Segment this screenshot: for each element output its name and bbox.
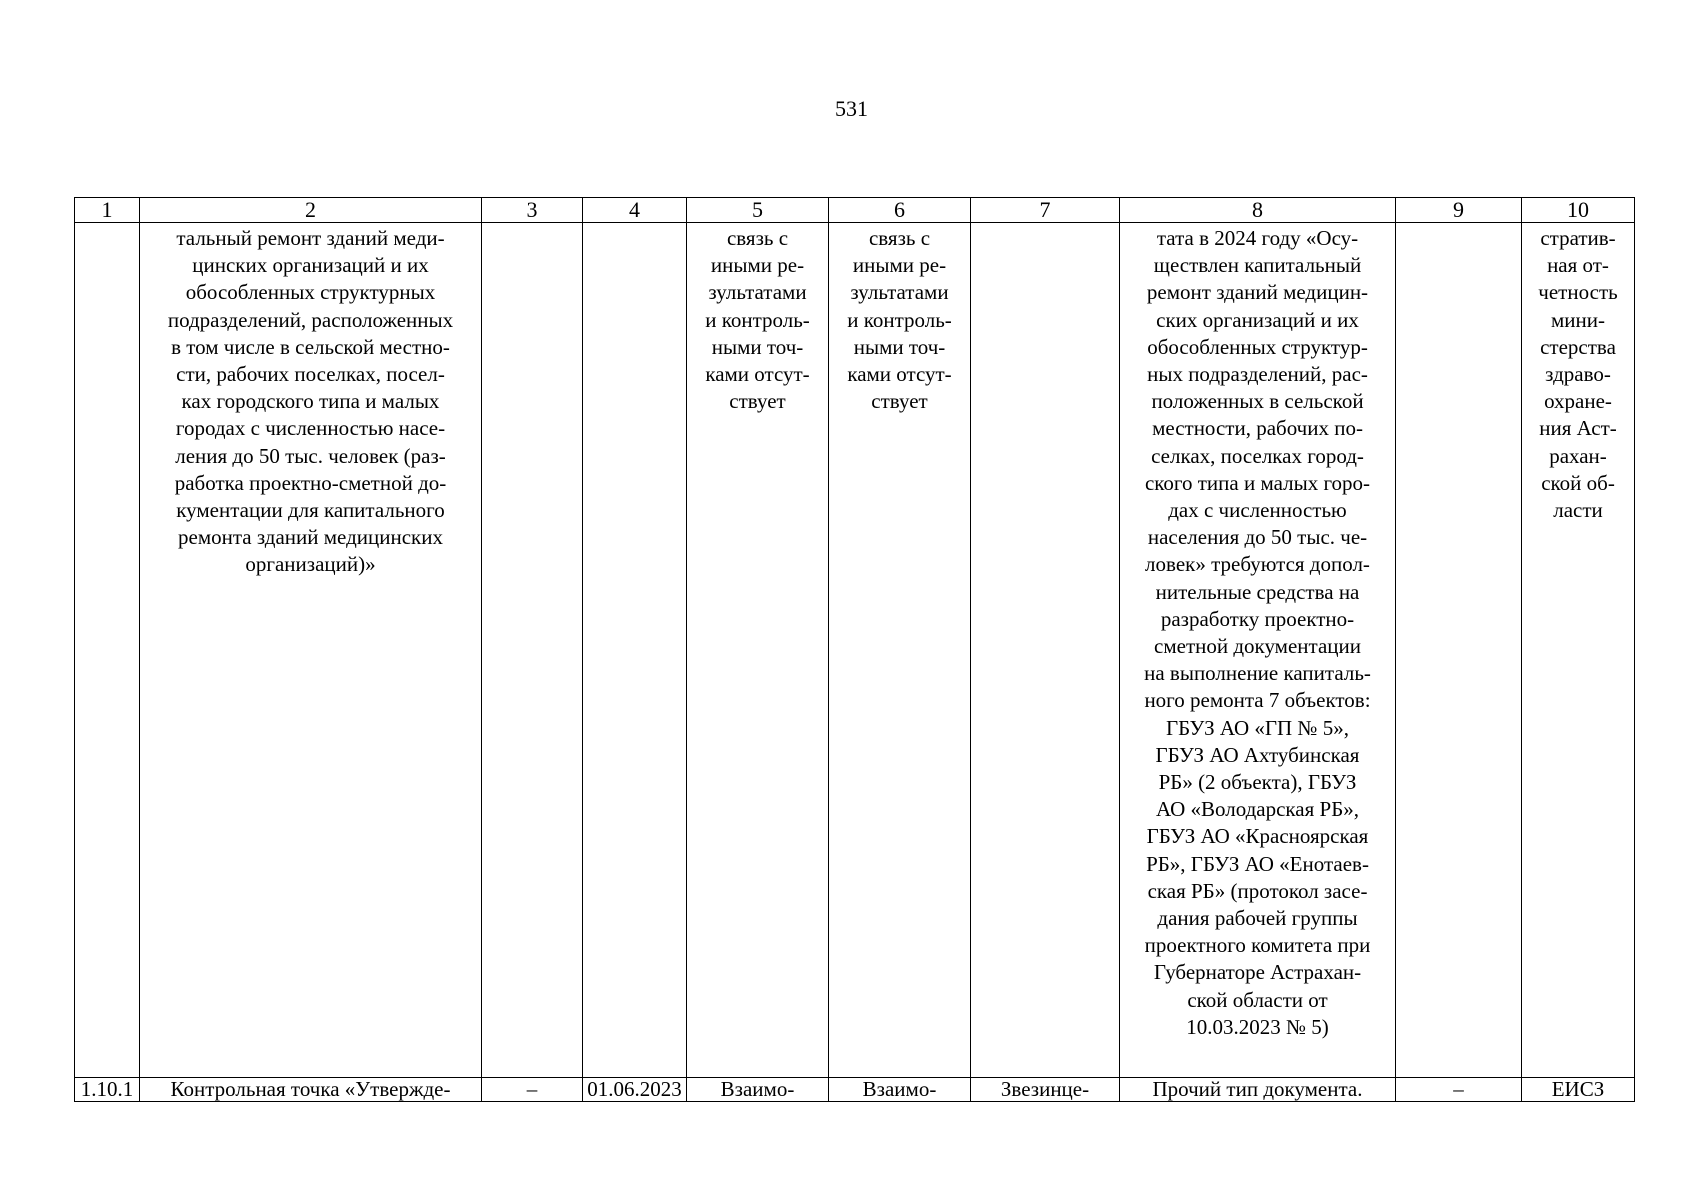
row-cell-6: Взаимо- xyxy=(829,1078,971,1102)
header-cell-8: 8 xyxy=(1120,198,1396,223)
content-cell-9 xyxy=(1396,223,1522,1078)
content-text-6: связь с иными ре- зультатами и контроль- ными точ- ками отсут- ствует xyxy=(847,226,952,414)
header-cell-4: 4 xyxy=(583,198,687,223)
content-text-8: тата в 2024 году «Осу- ществлен капитальный ремонт зданий медицин- ских организаций и их обособленных структур- ных подразделений, рас- положенных в сельской местности, рабочих по- селках, поселках город- ского типа и малых горо- дах с численностью населения до 50 тыс. че- ловек» требуются допол- нительные средства на разработку проектно- сметной документации на выполнение капиталь- ного ремонта 7 объектов: ГБУЗ АО «ГП № 5», ГБУЗ АО Ахтубинская РБ» (2 объекта), ГБУЗ АО «Володарская РБ», ГБУЗ АО «Красноярская РБ», ГБУЗ АО «Енотаев- ская РБ» (протокол засе- дания рабочей группы проектного комитета при Губернаторе Астрахан- ской области от 10.03.2023 № 5) xyxy=(1144,226,1371,1039)
page-number: 531 xyxy=(835,96,868,121)
table-row xyxy=(75,223,1635,1078)
header-cell-10: 10 xyxy=(1522,198,1635,223)
content-text-10: стратив- ная от- четность мини- стерства здраво- охране- ния Аст- рахан- ской об- ласти xyxy=(1538,226,1618,523)
content-cell-5 xyxy=(687,223,829,1078)
header-cell-9: 9 xyxy=(1396,198,1522,223)
content-cell-7 xyxy=(971,223,1120,1078)
row-cell-10: ЕИСЗ xyxy=(1522,1078,1635,1102)
content-cell-3 xyxy=(482,223,583,1078)
header-cell-1: 1 xyxy=(75,198,140,223)
table-row xyxy=(75,1078,1635,1102)
row-cell-9: – xyxy=(1396,1078,1522,1102)
header-cell-5: 5 xyxy=(687,198,829,223)
content-cell-8 xyxy=(1120,223,1396,1078)
header-cell-2: 2 xyxy=(140,198,482,223)
row-cell-3: – xyxy=(482,1078,583,1102)
row-cell-5: Взаимо- xyxy=(687,1078,829,1102)
header-cell-7: 7 xyxy=(971,198,1120,223)
row-number-cell: 1.10.1 xyxy=(75,1078,140,1102)
row-cell-8: Прочий тип документа. xyxy=(1120,1078,1396,1102)
header-cell-6: 6 xyxy=(829,198,971,223)
row-name-cell: Контрольная точка «Утвержде- xyxy=(140,1078,482,1102)
content-text-5: связь с иными ре- зультатами и контроль- ными точ- ками отсут- ствует xyxy=(705,226,810,414)
row-cell-7: Звезинце- xyxy=(971,1078,1120,1102)
header-cell-3: 3 xyxy=(482,198,583,223)
content-cell-1 xyxy=(75,223,140,1078)
content-cell-4 xyxy=(583,223,687,1078)
header-row xyxy=(75,198,1635,223)
content-text-2: тальный ремонт зданий меди- цинских организаций и их обособленных структурных подразделений, расположенных в том числе в сельской местно- сти, рабочих поселках, посел- ках городского типа и малых городах с численностью насе- ления до 50 тыс. человек (раз- работка проектно-сметной до- кументации для капитального ремонта зданий медицинских организаций)» xyxy=(167,226,454,577)
row-date-cell: 01.06.2023 xyxy=(583,1078,687,1102)
document-table xyxy=(74,197,1635,1102)
content-cell-10 xyxy=(1522,223,1635,1078)
content-cell-6 xyxy=(829,223,971,1078)
content-cell-2 xyxy=(140,223,482,1078)
